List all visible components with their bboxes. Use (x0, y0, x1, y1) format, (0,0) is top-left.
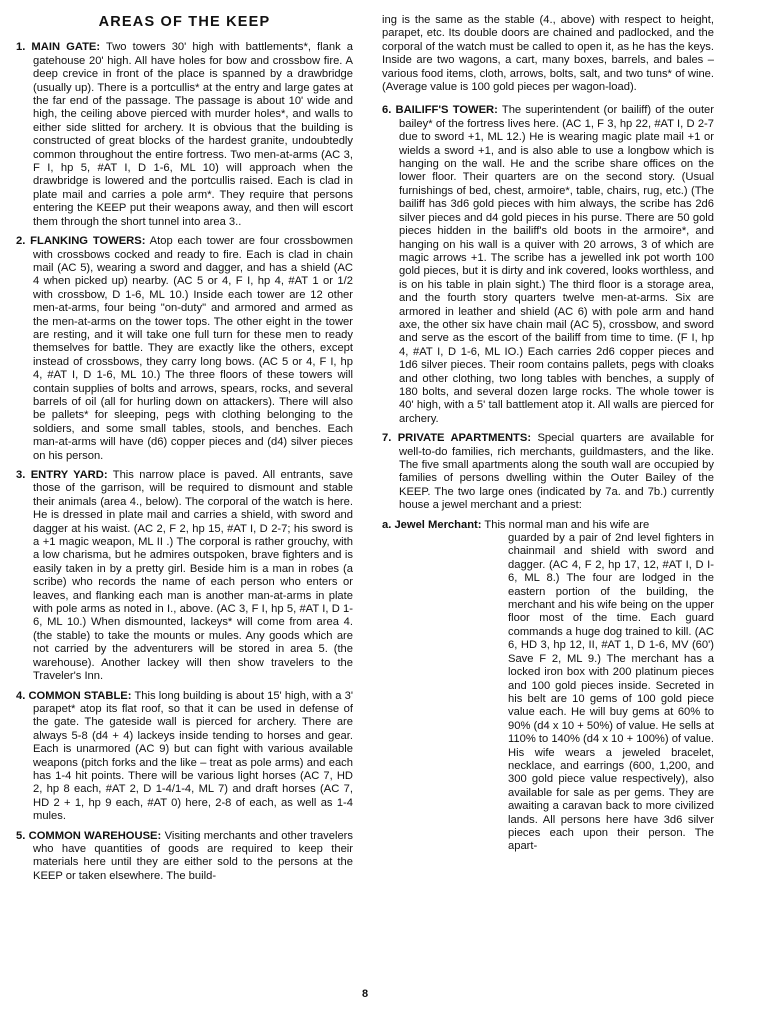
area-text: Atop each tower are four crossbowmen with crossbows cocked and ready to fire. Each is clad in chain mail (AC 5), wearing a sword and dagger, and has a shield (AC 4 when picked up) nearby. (AC 5 or 4, F I, hp 4, #AT 1 or 1/2 with crossbow, D 1-6, ML 10.) Inside each tower are 12 other men-at-arms, four being "on-duty" and armored and armed as the men-at-arms on the tower tops. The other eight in the tower are resting, and it will take one full turn for these men to ready themselves for battle. They are exactly like the others, except instead of crossbows, they carry long bows. (AC 5 or 4, F I, hp 4, #AT I, D 1-6, ML 10.) The three floors of these towers will contain supplies of bolts and arrows, spears, rocks, and several barrels of oil (all for hurling down on attackers). There will also be pallets* for sleeping, pegs with clothing belonging to the soldiers, and some small tables, stools, and benches. Each man-at-arms will have (d6) copper pieces and (d4) silver pieces on his person. (33, 235, 353, 462)
page-number: 8 (362, 988, 369, 1000)
subentry-heading: a. Jewel Merchant: (382, 518, 482, 531)
jewel-merchant-entry (382, 519, 714, 532)
area-text: Visiting merchants and other travelers who have quantities of goods are required to keep their materials here until they are either sold to the persons at the KEEP or taken elsewhere. The build- (33, 829, 354, 882)
area-entry-yard (16, 469, 353, 684)
area-main-gate (16, 41, 353, 229)
area-bailiffs-tower (382, 104, 714, 426)
area-common-warehouse (16, 830, 353, 884)
area-text: The superintendent (or bailiff) of the outer bailey* of the fortress lives here. (AC 1, F 3, hp 22, #AT I, D 2-7 due to sword +1, ML 12.) He is wearing magic plate mail +1 or wields a sword +1, and is also able to use a longbow which is hanging on the wall. He and the scribe share offices on the lower floor. Their quarters are on the second story. (Usual furnishings of bed, chest, armoire*, table, chairs, rug, etc.) (The bailiff has 3d6 gold pieces with him always, the scribe has 2d6 silver pieces and d4 gold pieces in his purse. There are 50 gold pieces hidden in the bailiff's old boots in the armoire*, and hanging on his wall is a quiver with 20 arrows, 3 of which are magic arrows +1. The scribe has a jewelled ink pot worth 100 gold pieces, but it is dirty and ink covered, looks worthless, and is on his table in plain sight.) The third floor is a storage area, and the fourth story quarters twelve men-at-arms. Six are armored in leather and shield (AC 6) with pole arm and hand axe, the other six have chain mail (AC 5), crossbow, and sword and serve as the escort of the bailiff from time to time. (F I, hp 4, #AT I, D 1-6, ML IO.) Each carries 2d6 copper pieces and 1d6 silver pieces. Their room contains pallets, pegs with cloaks and other clothing, two long tables with benches, a supply of 180 bolts, and several dozen large rocks. The whole tower is 40' high, with a 5' tall battlement atop it. All walls are pierced for archery. (399, 104, 714, 425)
left-column (16, 14, 353, 889)
area-heading: 4. COMMON STABLE: (16, 689, 132, 702)
section-title: AREAS OF THE KEEP (98, 14, 271, 30)
area-private-apartments (382, 432, 714, 512)
area-heading: 5. COMMON WAREHOUSE: (16, 829, 162, 842)
right-column (382, 14, 714, 854)
area-heading: 3. ENTRY YARD: (16, 469, 108, 481)
area-text: Two towers 30' high with battlements*, flank a gatehouse 20' high. All have holes for bow and crossbow fire. A deep crevice in front of the place is spanned by a drawbridge (usually up). There is a portcullis* at the entry and large gates at the far end of the passage. The passage is about 10' wide and high, the ceiling above pierced with murder holes*, and walls to either side slitted for archery. It is obvious that the building is constructed of great blocks of the hardest granite, undoubtedly common throughout the entire fortress. Two men-at-arms (AC 3, F I, hp 5, #AT I, D 1-6, ML 10) will approach when the drawbridge is lowered and the portcullis raised. Each is clad in plate mail and carries a pole arm*. They require that persons entering the KEEP put their weapons away, and then will escort them through the short tunnel into area 3.. (33, 41, 354, 228)
area-flanking-towers (16, 235, 353, 463)
area-heading: 2. FLANKING TOWERS: (16, 235, 146, 248)
area-heading: 6. BAILIFF'S TOWER: (382, 104, 498, 117)
area-heading: 7. PRIVATE APARTMENTS: (382, 432, 532, 445)
warehouse-continuation: ing is the same as the stable (4., above) with respect to height, parapet, etc. Its double doors are chained and padlocked, and the corporal of the watch must be called to open it, as he has the keys. Inside are two wagons, a cart, many boxes, barrels, and bales – various food items, cloth, arrows, bolts, salt, and two tuns* of wine. (Average value is 100 gold pieces per wagon-load). (382, 14, 714, 94)
subentry-first-line: This normal man and his wife are (484, 518, 650, 531)
area-text: Special quarters are available for well-to-do families, rich merchants, guildmasters, and the like. The five small apartments along the south wall are occupied by families of persons dwelling within the Outer Bailey of the KEEP. The two large ones (indicated by 7a. and 7b.) currently house a jewel merchant and a priest: (399, 432, 715, 512)
area-text: This narrow place is paved. All entrants, save those of the garrison, will be required to dismount and stable their animals (area 4., below). The corporal of the watch is here. He is dressed in plate mail and carries a shield, with sword and dagger at his waist. (AC 2, F 2, hp 15, #AT I, D 2-7; his sword is a +1 magic weapon, ML II .) The corporal is rather grouchy, with a low charisma, but he admires outspoken, brave fighters and is easily taken in by a pretty girl. Beside him is a man in robes (a scribe) who records the name of each person who enters or leaves, and flanking each man is another man-at-arms in plate with pole arms as noted in I., above. (AC 3, F I, hp 5, #AT I, D 1-6, ML 10.) When dismounted, lackeys* will come from area 4. (the stable) to take the mounts or mules. Any goods which are not carried by the adventurers will be stored in area 5. (the warehouse). Another lackey will then show travelers to the Traveler's Inn. (33, 469, 354, 683)
area-common-stable (16, 690, 353, 824)
jewel-merchant-text: guarded by a pair of 2nd level fighters in chainmail and shield with sword and dagger. (AC 4, F 2, hp 17, 12, #AT I, D I-6, ML 8.) The four are lodged in the eastern portion of the building, the merchant and his wife being on the upper floor most of the time. Each guard commands a huge dog trained to kill. (AC 6, HD 3, hp 12, II, #AT 1, D 1-6, MV (60') Save F 2, ML 9.) The merchant has a locked iron box with 200 platinum pieces and 100 gold pieces inside. Secreted in his belt are 10 gems of 100 gold piece value each. He will buy gems at 60% to 90% (d4 x 10 + 50%) of value. He sells at 110% to 140% (d4 x 10 + 100%) of value. His wife wears a jeweled bracelet, necklace, and earrings (600, 1,200, and 300 gold piece value respectively), also available for sale as per gems. They are awaiting a caravan back to more civilized lands. All persons here have 3d6 silver pieces each upon their person. The apart- (508, 532, 714, 853)
area-text: This long building is about 15' high, with a 3' parapet* atop its flat roof, so that it can be used in defense of the gate. The gateside wall is pierced for archery. There are always 5-8 (d4 + 4) lackeys inside tending to horses and gear. Each is unarmored (AC 9) but can fight with various available weapons (pitch forks and the like – treat as pole arms) and each has 1-4 hit points. There will be various light horses (AC 7, HD 2, hp 8 each, #AT 2, D 1-4/1-4, ML 7) and draft horses (AC 7, HD 2 + 1, hp 9 each, #AT 0) here, 2-8 of each, as well as 1-4 mules. (33, 689, 354, 823)
area-heading: 1. MAIN GATE: (16, 41, 101, 54)
